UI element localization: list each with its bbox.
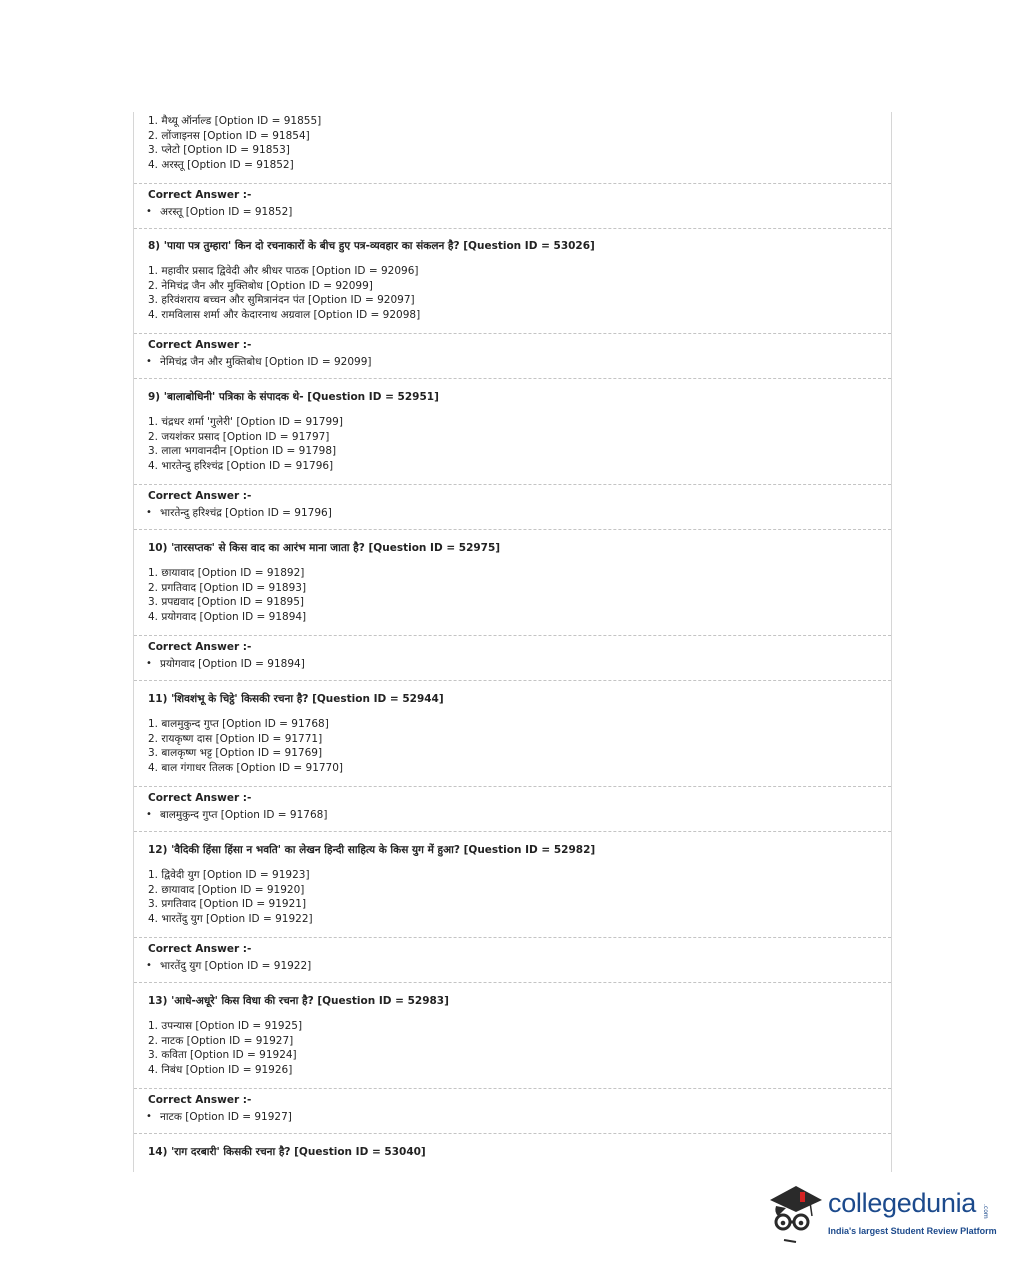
question-title: 13) 'आधे-अधूरे' किस विधा की रचना है? [Question ID = 52983]: [148, 995, 449, 1007]
divider: [134, 1133, 891, 1134]
correct-answer-label: Correct Answer :-: [148, 641, 252, 653]
option-3: 3. बालकृष्ण भट्ट [Option ID = 91769]: [148, 747, 323, 759]
bullet-icon: •: [146, 206, 152, 217]
logo-tagline: India's largest Student Review Platform: [828, 1226, 997, 1236]
question-title: 10) 'तारसप्तक' से किस वाद का आरंभ माना जाता है? [Question ID = 52975]: [148, 542, 501, 554]
option-3: 3. प्रगतिवाद [Option ID = 91921]: [148, 898, 307, 910]
divider: [134, 378, 891, 379]
option-1: 1. मैथ्यू ऑर्नाल्ड [Option ID = 91855]: [148, 115, 322, 127]
question-title: 12) 'वैदिकी हिंसा हिंसा न भवति' का लेखन हिन्दी साहित्य के किस युग में हुआ? [Question ID = 52982]: [148, 844, 596, 856]
option-1: 1. छायावाद [Option ID = 91892]: [148, 567, 305, 579]
divider: [134, 982, 891, 983]
bullet-icon: •: [146, 356, 152, 367]
option-1: 1. चंद्रधर शर्मा 'गुलेरी' [Option ID = 91799]: [148, 416, 343, 428]
correct-answer-label: Correct Answer :-: [148, 1094, 252, 1106]
bullet-icon: •: [146, 960, 152, 971]
divider: [134, 228, 891, 229]
correct-answer: भारतेन्दु हरिश्चंद्र [Option ID = 91796]: [160, 507, 332, 519]
divider: [134, 680, 891, 681]
correct-answer: प्रयोगवाद [Option ID = 91894]: [160, 658, 305, 670]
option-4: 4. भारतेंदु युग [Option ID = 91922]: [148, 913, 313, 925]
correct-answer-label: Correct Answer :-: [148, 189, 252, 201]
bullet-icon: •: [146, 507, 152, 518]
divider: [134, 1088, 891, 1089]
bullet-icon: •: [146, 1111, 152, 1122]
option-2: 2. नाटक [Option ID = 91927]: [148, 1035, 294, 1047]
divider: [134, 333, 891, 334]
correct-answer-label: Correct Answer :-: [148, 792, 252, 804]
logo-suffix: .com: [982, 1204, 989, 1219]
option-3: 3. हरिवंशराय बच्चन और सुमित्रानंदन पंत [Option ID = 92097]: [148, 294, 415, 306]
question-title: 8) 'पाया पत्र तुम्हारा' किन दो रचनाकारों के बीच हुए पत्र-व्यवहार का संकलन है? [Question ID = 53026]: [148, 240, 595, 252]
option-3: 3. लाला भगवानदीन [Option ID = 91798]: [148, 445, 337, 457]
option-1: 1. महावीर प्रसाद द्विवेदी और श्रीधर पाठक [Option ID = 92096]: [148, 265, 419, 277]
option-2: 2. नेमिचंद्र जैन और मुक्तिबोध [Option ID = 92099]: [148, 280, 373, 292]
option-2: 2. प्रगतिवाद [Option ID = 91893]: [148, 582, 307, 594]
divider: [134, 937, 891, 938]
option-3: 3. प्रपद्यवाद [Option ID = 91895]: [148, 596, 305, 608]
option-3: 3. कविता [Option ID = 91924]: [148, 1049, 297, 1061]
divider: [134, 786, 891, 787]
option-1: 1. द्विवेदी युग [Option ID = 91923]: [148, 869, 310, 881]
question-title: 14) 'राग दरबारी' किसकी रचना है? [Question ID = 53040]: [148, 1146, 426, 1158]
correct-answer-label: Correct Answer :-: [148, 339, 252, 351]
correct-answer-label: Correct Answer :-: [148, 490, 252, 502]
option-1: 1. उपन्यास [Option ID = 91925]: [148, 1020, 303, 1032]
option-2: 2. रायकृष्ण दास [Option ID = 91771]: [148, 733, 323, 745]
divider: [134, 529, 891, 530]
option-4: 4. प्रयोगवाद [Option ID = 91894]: [148, 611, 307, 623]
question-title: 9) 'बालाबोधिनी' पत्रिका के संपादक थे- [Question ID = 52951]: [148, 391, 439, 403]
option-1: 1. बालमुकुन्द गुप्त [Option ID = 91768]: [148, 718, 329, 730]
bullet-icon: •: [146, 809, 152, 820]
divider: [134, 635, 891, 636]
divider: [134, 831, 891, 832]
correct-answer: नेमिचंद्र जैन और मुक्तिबोध [Option ID = 92099]: [160, 356, 372, 368]
option-4: 4. अरस्तू [Option ID = 91852]: [148, 159, 294, 171]
logo-wordmark: collegedunia: [828, 1188, 977, 1218]
question-paper: [133, 112, 892, 1172]
correct-answer: नाटक [Option ID = 91927]: [160, 1111, 292, 1123]
option-2: 2. छायावाद [Option ID = 91920]: [148, 884, 305, 896]
divider: [134, 183, 891, 184]
divider: [134, 484, 891, 485]
option-4: 4. बाल गंगाधर तिलक [Option ID = 91770]: [148, 762, 344, 774]
question-title: 11) 'शिवशंभू के चिट्ठे' किसकी रचना है? [Question ID = 52944]: [148, 693, 444, 705]
bullet-icon: •: [146, 658, 152, 669]
mascot-icon: [766, 1178, 826, 1248]
collegedunia-logo: [766, 1178, 996, 1248]
correct-answer-label: Correct Answer :-: [148, 943, 252, 955]
option-2: 2. लोंजाइनस [Option ID = 91854]: [148, 130, 310, 142]
correct-answer: अरस्तू [Option ID = 91852]: [160, 206, 293, 218]
correct-answer: भारतेंदु युग [Option ID = 91922]: [160, 960, 312, 972]
option-2: 2. जयशंकर प्रसाद [Option ID = 91797]: [148, 431, 330, 443]
option-4: 4. रामविलास शर्मा और केदारनाथ अग्रवाल [Option ID = 92098]: [148, 309, 421, 321]
option-4: 4. निबंध [Option ID = 91926]: [148, 1064, 293, 1076]
correct-answer: बालमुकुन्द गुप्त [Option ID = 91768]: [160, 809, 328, 821]
option-3: 3. प्लेटो [Option ID = 91853]: [148, 144, 290, 156]
option-4: 4. भारतेन्दु हरिश्चंद्र [Option ID = 91796]: [148, 460, 334, 472]
